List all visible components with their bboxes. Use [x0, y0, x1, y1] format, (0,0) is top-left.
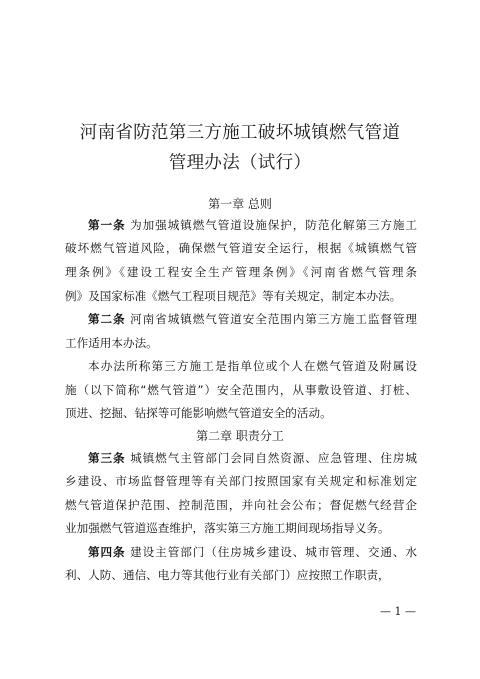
definition-line2: 施（以下简称“燃气管道”）安全范围内，从事敷设管道、打桩、	[65, 383, 417, 397]
document-title-line1: 河南省防范第三方施工破坏城镇燃气管道	[79, 123, 401, 143]
article1-line1: 第一条 为加强城镇燃气管道设施保护，防范化解第三方施工	[88, 218, 417, 232]
definition-line3: 顶进、挖掘、钻探等可能影响燃气管道安全的活动。	[65, 406, 332, 420]
article3-line1: 第三条 城镇燃气主管部门会同自然资源、应急管理、住房城	[88, 451, 417, 465]
article4-line2: 利、人防、通信、电力等其他行业有关部门）应按照工作职责，	[65, 568, 390, 582]
article3-line4: 业加强燃气管道巡查维护，落实第三方施工期间现场指导义务。	[65, 521, 390, 535]
article2-number: 第二条	[88, 312, 126, 326]
article1-number: 第一条	[88, 218, 126, 232]
article1-line4: 例》及国家标准《燃气工程项目规范》等有关规定，制定本办法。	[65, 289, 402, 303]
article3-line3: 燃气管道保护范围、控制范围，并向社会公布；督促燃气经营企	[65, 498, 417, 512]
chapter-heading-1: 第一章 总则	[208, 197, 272, 211]
page-number: — 1 —	[380, 605, 416, 618]
article4-number: 第四条	[88, 545, 126, 559]
chapter-heading-2: 第二章 职责分工	[196, 429, 284, 443]
article4-line1: 第四条 建设主管部门（住房城乡建设、城市管理、交通、水	[88, 545, 417, 559]
definition-line1: 本办法所称第三方施工是指单位或个人在燃气管道及附属设	[88, 359, 417, 373]
article1-line2: 破坏燃气管道风险，确保燃气管道安全运行，根据《城镇燃气管	[65, 241, 417, 255]
article1-line3: 理条例》《建设工程安全生产管理条例》《河南省燃气管理条	[65, 265, 417, 279]
article3-line2: 乡建设、市场监督管理等有关部门按照国家有关规定和标准划定	[65, 474, 417, 488]
article2-line2: 工作适用本办法。	[65, 336, 158, 350]
article2-line1: 第二条 河南省城镇燃气管道安全范围内第三方施工监督管理	[88, 312, 417, 326]
document-title-line2: 管理办法（试行）	[168, 153, 312, 173]
article3-number: 第三条	[88, 451, 126, 465]
